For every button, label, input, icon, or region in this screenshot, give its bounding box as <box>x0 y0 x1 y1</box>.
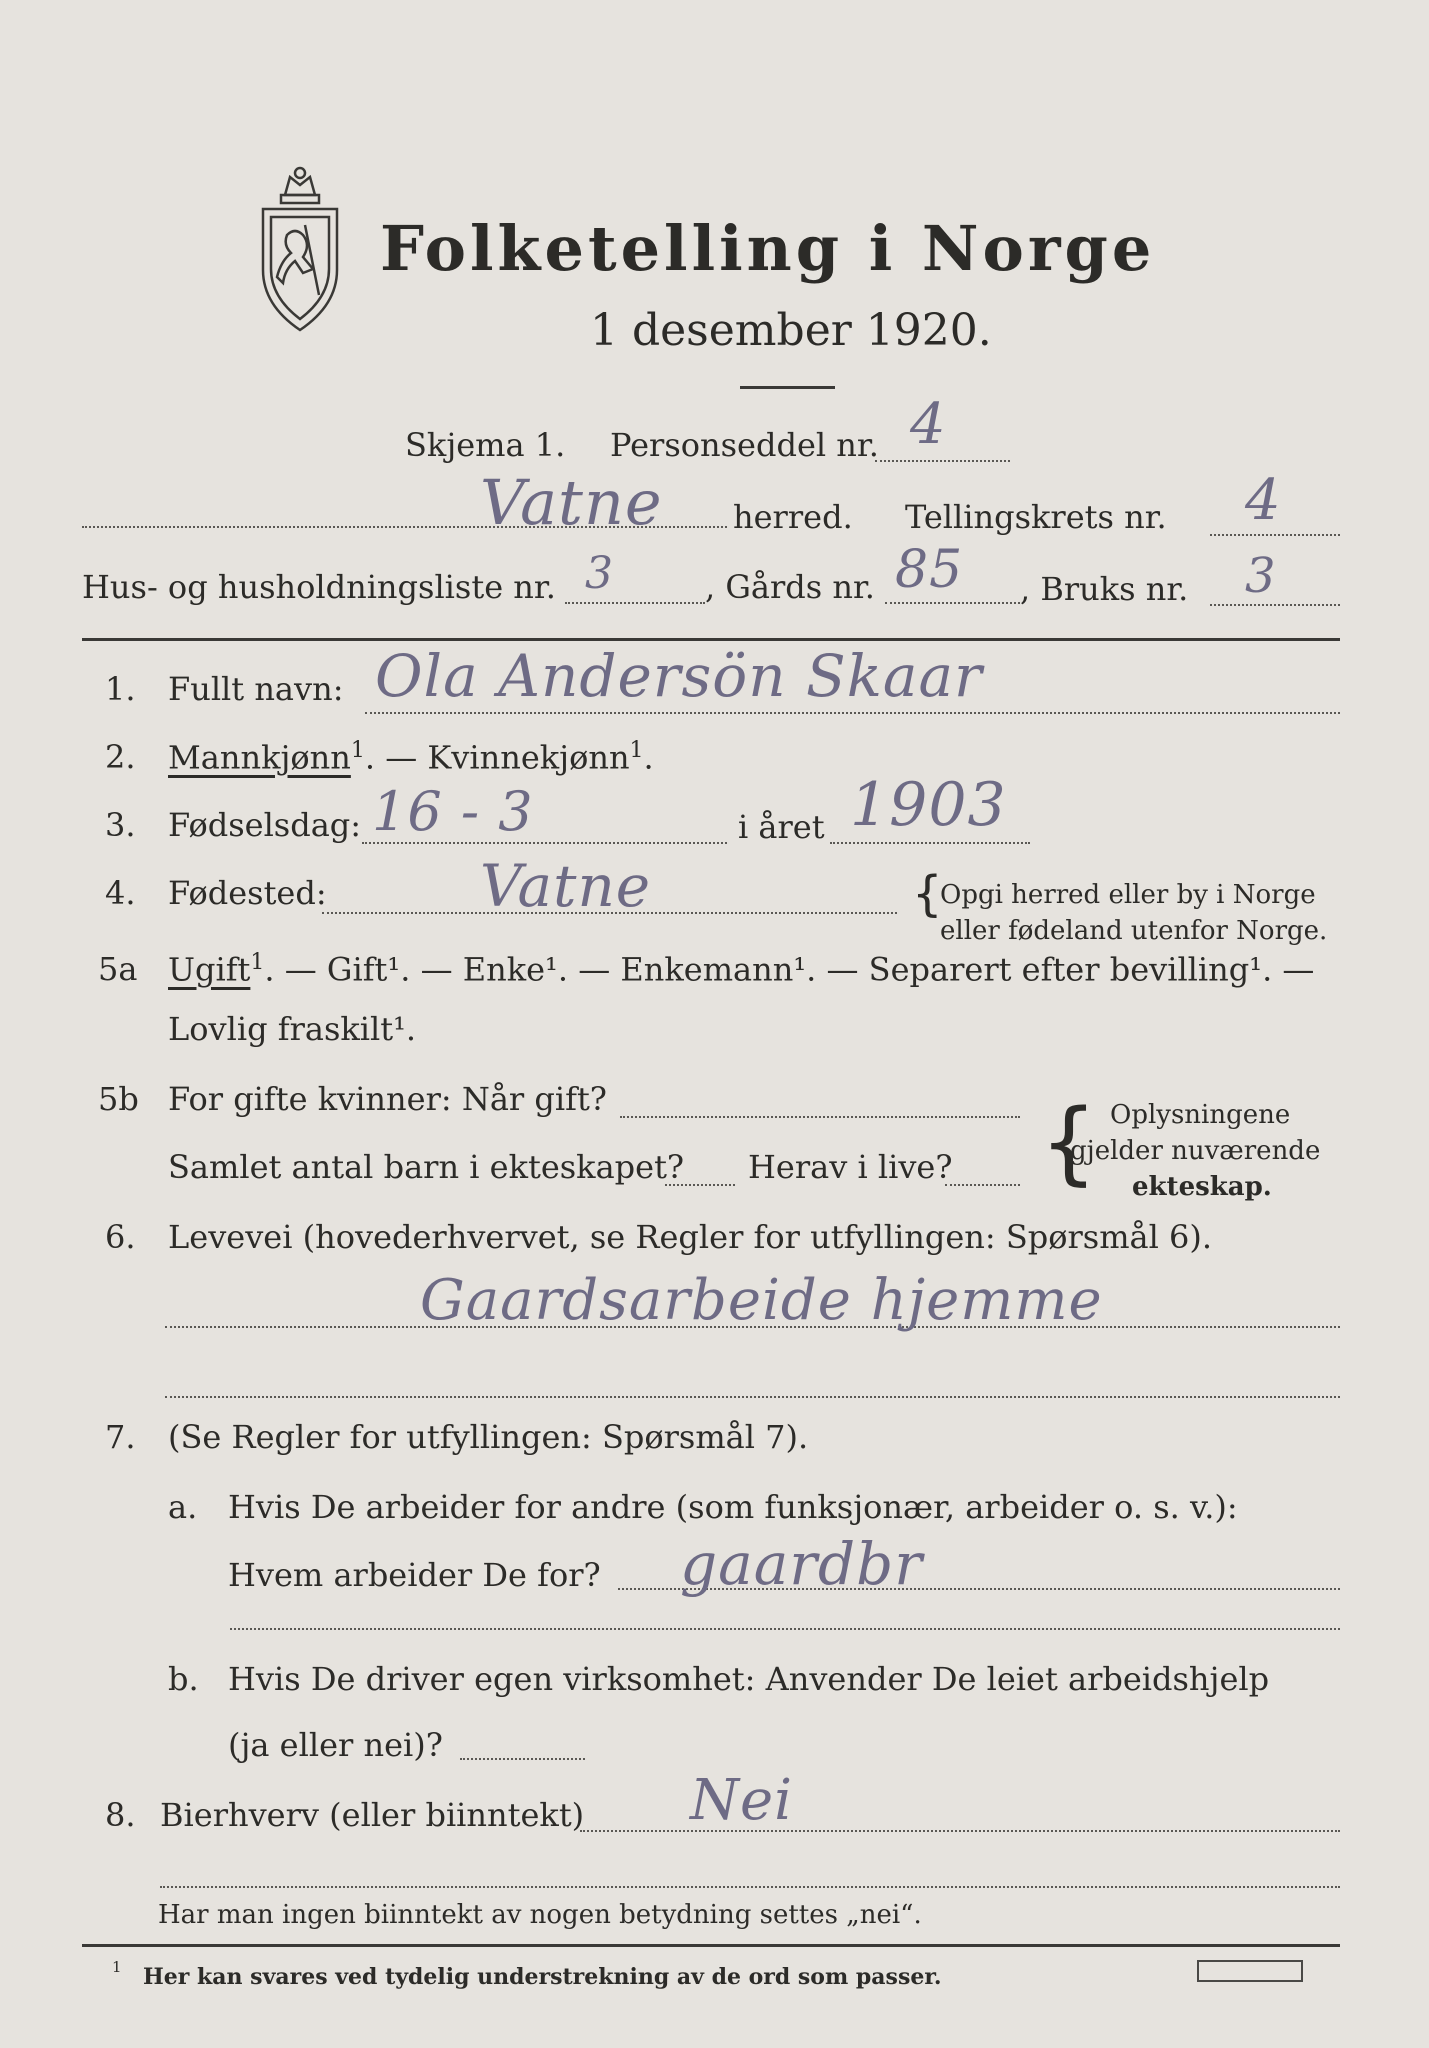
q4-note-line1: Opgi herred eller by i Norge <box>940 880 1316 910</box>
q5b-label1: For gifte kvinner: Når gift? <box>168 1080 607 1118</box>
q5b-number: 5b <box>98 1080 139 1118</box>
no-income-note: Har man ingen biinntekt av nogen betydning settes „nei“. <box>158 1900 922 1930</box>
personseddel-value: 4 <box>910 392 947 457</box>
q7a-letter: a. <box>168 1488 198 1526</box>
form-title: Folketelling i Norge <box>380 212 1156 285</box>
q5b-note-line3: ekteskap. <box>1132 1172 1272 1202</box>
hus-value: 3 <box>585 548 614 599</box>
q7b-question: (ja eller nei)? <box>228 1726 443 1764</box>
employer-value: gaardbr <box>680 1530 923 1598</box>
q6-number: 6. <box>105 1218 136 1256</box>
q7a-label: Hvis De arbeider for andre (som funksjonær, arbeider o. s. v.): <box>228 1488 1238 1526</box>
q7-number: 7. <box>105 1418 136 1456</box>
census-date: 1 desember 1920. <box>590 305 992 356</box>
q7b-letter: b. <box>168 1660 199 1698</box>
birthplace-value: Vatne <box>480 852 652 920</box>
q5a-line2: Lovlig fraskilt¹. <box>168 1010 417 1048</box>
q8-label: Bierhverv (eller biinntekt) <box>160 1796 585 1834</box>
full-name-value: Ola Andersön Skaar <box>375 642 983 710</box>
herred-label: herred. <box>733 498 853 536</box>
gards-value: 85 <box>895 540 964 600</box>
q4-brace: { <box>912 866 943 922</box>
q7a-question: Hvem arbeider De for? <box>228 1556 601 1594</box>
birth-date-value: 16 - 3 <box>372 780 534 843</box>
hus-label: Hus- og husholdningsliste nr. <box>82 568 556 606</box>
q1-number: 1. <box>105 670 136 708</box>
tellingskrets-value: 4 <box>1245 468 1282 533</box>
gards-label: , Gårds nr. <box>705 568 875 606</box>
section-divider <box>82 638 1340 641</box>
q3-number: 3. <box>105 806 136 844</box>
bruks-value: 3 <box>1245 548 1277 604</box>
q5a-options: Ugift$^1$. — Gift¹. — Enke¹. — Enkemann¹. — Separert efter bevilling¹. — <box>168 950 1315 989</box>
footer-divider <box>82 1944 1340 1947</box>
male-option-underlined: Mannkjønn <box>168 738 351 777</box>
personseddel-label: Personseddel nr. <box>610 426 879 464</box>
q4-number: 4. <box>105 874 136 912</box>
q8-number: 8. <box>105 1796 136 1834</box>
q7b-label: Hvis De driver egen virksomhet: Anvender De leiet arbeidshjelp <box>228 1660 1270 1698</box>
side-income-value: Nei <box>690 1768 794 1833</box>
birth-year-value: 1903 <box>850 770 1007 840</box>
q5a-number: 5a <box>98 950 138 988</box>
bruks-label: , Bruks nr. <box>1020 570 1189 608</box>
q5b-note-line1: Oplysningene <box>1110 1100 1291 1130</box>
q2-number: 2. <box>105 738 136 776</box>
herred-value: Vatne <box>480 466 663 539</box>
q5b-brace: { <box>1040 1090 1098 1195</box>
header-divider <box>740 386 835 389</box>
q1-label: Fullt navn: <box>168 670 344 708</box>
female-option: Kvinnekjønn <box>427 738 630 777</box>
printer-stamp <box>1197 1960 1303 1982</box>
q7-label: (Se Regler for utfyllingen: Spørsmål 7). <box>168 1418 809 1456</box>
footnote-mark: 1 <box>112 1958 122 1976</box>
q5b-note-line2: gjelder nuværende <box>1070 1136 1321 1166</box>
ugift-option-underlined: Ugift <box>168 950 251 989</box>
tellingskrets-label: Tellingskrets nr. <box>905 498 1167 536</box>
q5b-label3: Herav i live? <box>748 1148 953 1186</box>
q3-label: Fødselsdag: <box>168 806 362 844</box>
q6-label: Levevei (hovederhvervet, se Regler for utfyllingen: Spørsmål 6). <box>168 1218 1213 1256</box>
occupation-value: Gaardsarbeide hjemme <box>420 1268 1103 1333</box>
q5b-label2: Samlet antal barn i ekteskapet? <box>168 1148 685 1186</box>
q4-label: Fødested: <box>168 874 327 912</box>
coat-of-arms-icon <box>245 165 355 335</box>
footnote-text: Her kan svares ved tydelig understrekning av de ord som passer. <box>143 1964 942 1990</box>
q2-options: Mannkjønn$^1$. — Kvinnekjønn$^1$. <box>168 738 654 777</box>
schema-label: Skjema 1. <box>405 426 566 464</box>
year-label: i året <box>738 808 825 846</box>
q4-note-line2: eller fødeland utenfor Norge. <box>940 916 1328 946</box>
